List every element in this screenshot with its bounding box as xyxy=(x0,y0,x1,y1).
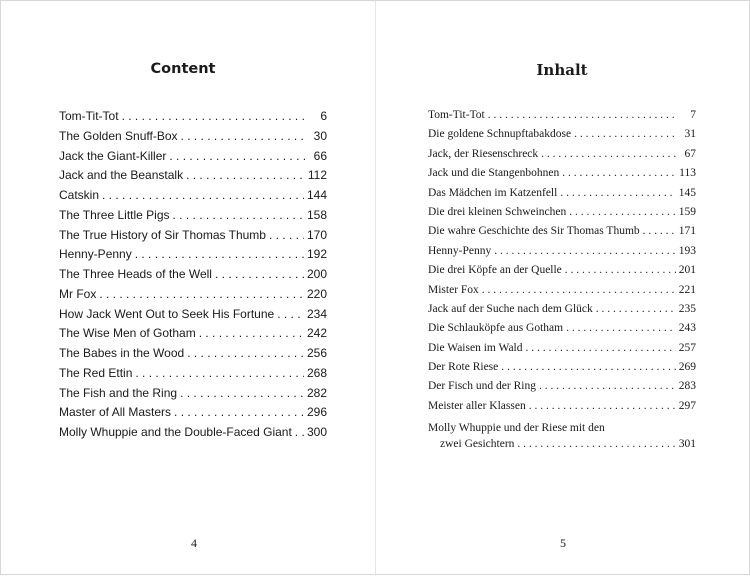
toc-entry-page: 256 xyxy=(306,346,327,360)
toc-entry-continuation xyxy=(428,436,696,452)
toc-entry xyxy=(428,109,696,128)
toc-entry xyxy=(428,420,696,452)
toc-entry-page: 269 xyxy=(678,361,696,374)
toc-leader-dots xyxy=(560,187,675,199)
toc-leader-dots xyxy=(565,264,676,276)
toc-entry-page: 200 xyxy=(306,267,327,281)
toc-leader-dots xyxy=(186,168,305,182)
left-page-heading: Content xyxy=(150,61,216,77)
toc-leader-dots xyxy=(526,342,676,354)
toc-leader-dots xyxy=(135,366,304,380)
toc-leader-dots xyxy=(562,167,676,179)
toc-entry-page: 192 xyxy=(306,247,327,262)
toc-entry-title: Mister Fox xyxy=(428,283,479,296)
toc-entry xyxy=(59,386,327,406)
toc-entry-page: 31 xyxy=(684,128,696,141)
toc-entry-title: The Red Ettin xyxy=(59,365,133,380)
toc-entry-title: Tom-Tit-Tot xyxy=(59,109,119,123)
toc-entry-title: Molly Whuppie and the Double-Faced Giant xyxy=(59,425,292,439)
toc-entry xyxy=(59,228,327,248)
toc-entry xyxy=(59,267,327,287)
toc-entry-page: 193 xyxy=(678,244,696,257)
toc-entry-title: The Golden Snuff-Box xyxy=(59,128,178,143)
toc-entry-title: How Jack Went Out to Seek His Fortune xyxy=(59,306,275,321)
toc-entry xyxy=(59,366,327,386)
toc-entry xyxy=(428,361,696,380)
toc-entry-title: Die drei kleinen Schweinchen xyxy=(428,205,567,218)
toc-entry xyxy=(59,109,327,129)
toc-entry-title: The True History of Sir Thomas Thumb xyxy=(59,227,266,242)
right-page-heading: Inhalt xyxy=(536,61,588,79)
toc-leader-dots xyxy=(199,326,304,340)
toc-entry-title: Die Waisen im Wald xyxy=(428,341,523,354)
toc-entry xyxy=(428,206,696,225)
toc-entry-title-line2: zwei Gesichtern xyxy=(440,438,515,451)
toc-leader-dots xyxy=(180,386,304,400)
toc-entry-title: Master of All Masters xyxy=(59,405,172,420)
toc-entry-page: 282 xyxy=(306,385,327,400)
right-page-number: 5 xyxy=(560,536,566,550)
toc-entry-title-line1: Molly Whuppie und der Riese mit den xyxy=(428,422,605,435)
toc-leader-dots xyxy=(574,128,677,140)
toc-leader-dots xyxy=(187,346,304,360)
toc-leader-dots xyxy=(517,436,675,452)
toc-entry xyxy=(59,129,327,149)
toc-entry-page: 7 xyxy=(690,109,696,121)
toc-entry-title: The Wise Men of Gotham xyxy=(59,326,196,341)
toc-entry xyxy=(428,400,696,419)
left-page xyxy=(59,1,327,576)
toc-leader-dots xyxy=(569,206,675,218)
toc-entry-page: 243 xyxy=(678,322,696,335)
toc-entry xyxy=(428,322,696,341)
right-page xyxy=(428,1,696,576)
toc-entry-page: 158 xyxy=(306,207,327,222)
toc-entry-title: The Babes in the Wood xyxy=(59,346,185,360)
book-gutter xyxy=(375,1,376,576)
toc-entry xyxy=(428,342,696,361)
toc-leader-dots xyxy=(181,129,308,143)
toc-entry-title: Catskin xyxy=(59,188,100,202)
toc-entry-page: 159 xyxy=(678,205,696,218)
toc-leader-dots xyxy=(277,307,304,321)
toc-leader-dots xyxy=(295,425,304,439)
toc-entry-page: 171 xyxy=(678,225,696,238)
toc-leader-dots xyxy=(122,109,308,123)
toc-entry-page: 242 xyxy=(306,326,327,341)
toc-entry xyxy=(428,187,696,206)
toc-entry-page: 112 xyxy=(307,168,327,183)
toc-entry-title: The Fish and the Ring xyxy=(59,385,178,400)
toc-entry-page: 67 xyxy=(684,147,696,160)
toc-leader-dots xyxy=(174,405,304,419)
toc-entry-page: 30 xyxy=(313,128,327,143)
toc-entry xyxy=(59,425,327,445)
toc-entry-page: 6 xyxy=(320,109,327,123)
toc-entry-page: 144 xyxy=(306,188,327,202)
toc-entry-title: Jack und die Stangenbohnen xyxy=(428,167,560,180)
toc-entry-title: Henny-Penny xyxy=(59,247,132,262)
toc-leader-dots xyxy=(596,303,676,315)
right-toc-list xyxy=(428,109,696,452)
toc-leader-dots xyxy=(488,109,677,121)
toc-entry-page: 66 xyxy=(313,148,327,163)
toc-leader-dots xyxy=(501,361,675,373)
toc-entry xyxy=(428,225,696,244)
toc-entry xyxy=(428,264,696,283)
toc-entry xyxy=(428,284,696,303)
toc-entry-page: 257 xyxy=(678,341,696,354)
toc-leader-dots xyxy=(541,148,677,160)
toc-entry-title: Jack auf der Suche nach dem Glück xyxy=(428,302,593,315)
toc-leader-dots xyxy=(482,284,676,296)
toc-entry xyxy=(428,245,696,264)
toc-entry xyxy=(59,188,327,208)
toc-entry-page: 300 xyxy=(306,425,327,439)
toc-entry xyxy=(59,168,327,188)
toc-entry-page: 221 xyxy=(678,283,696,296)
toc-entry xyxy=(59,247,327,267)
toc-leader-dots xyxy=(643,225,676,237)
toc-entry-title: Die Schlauköpfe aus Gotham xyxy=(428,322,564,335)
toc-entry-page: 301 xyxy=(678,438,696,451)
toc-entry-title: Jack the Giant-Killer xyxy=(59,148,167,163)
toc-entry-title: Das Mädchen im Katzenfell xyxy=(428,186,558,199)
toc-leader-dots xyxy=(102,188,304,202)
toc-entry-title: Die goldene Schnupftabakdose xyxy=(428,128,572,141)
toc-entry-title: Meister aller Klassen xyxy=(428,399,526,412)
toc-entry-page: 220 xyxy=(306,286,327,301)
toc-entry-title: Jack and the Beanstalk xyxy=(59,168,184,183)
toc-entry xyxy=(59,307,327,327)
toc-entry-title: Der Fisch und der Ring xyxy=(428,380,536,393)
toc-entry-page: 201 xyxy=(678,264,696,277)
toc-leader-dots xyxy=(269,228,304,242)
toc-leader-dots xyxy=(529,400,676,412)
toc-entry xyxy=(428,380,696,399)
toc-leader-dots xyxy=(135,247,304,261)
toc-entry-title: Die drei Köpfe an der Quelle xyxy=(428,264,562,277)
toc-entry-title: Henny-Penny xyxy=(428,244,492,257)
toc-entry-page: 145 xyxy=(678,186,696,199)
toc-leader-dots xyxy=(215,267,304,281)
toc-entry-page: 283 xyxy=(678,380,696,393)
toc-entry xyxy=(428,128,696,147)
toc-entry-title: Jack, der Riesenschreck xyxy=(428,147,539,160)
toc-entry-page: 297 xyxy=(678,399,696,412)
toc-entry xyxy=(59,405,327,425)
toc-entry-page: 234 xyxy=(306,306,327,321)
toc-leader-dots xyxy=(99,287,304,301)
left-page-number: 4 xyxy=(191,536,197,550)
toc-entry xyxy=(428,303,696,322)
toc-entry-page: 296 xyxy=(306,405,327,420)
toc-leader-dots xyxy=(173,208,304,222)
toc-entry-title: Tom-Tit-Tot xyxy=(428,109,485,121)
toc-entry-title: The Three Heads of the Well xyxy=(59,267,212,281)
toc-entry xyxy=(428,167,696,186)
toc-entry xyxy=(59,287,327,307)
toc-leader-dots xyxy=(169,149,308,163)
toc-leader-dots xyxy=(539,380,676,392)
toc-entry-page: 268 xyxy=(306,365,327,380)
toc-entry-title: Die wahre Geschichte des Sir Thomas Thumb xyxy=(428,225,640,238)
toc-entry-page: 113 xyxy=(679,167,696,180)
toc-entry xyxy=(59,326,327,346)
toc-entry-page: 170 xyxy=(306,227,327,242)
left-toc-list xyxy=(59,109,327,445)
toc-entry xyxy=(59,149,327,169)
toc-entry xyxy=(428,148,696,167)
toc-leader-dots xyxy=(494,245,676,257)
toc-entry-title: Mr Fox xyxy=(59,286,97,301)
toc-entry-title: The Three Little Pigs xyxy=(59,207,170,222)
toc-entry-page: 235 xyxy=(678,302,696,315)
toc-entry xyxy=(59,208,327,228)
toc-entry xyxy=(59,346,327,366)
toc-leader-dots xyxy=(566,322,676,334)
toc-entry-title: Der Rote Riese xyxy=(428,361,499,374)
